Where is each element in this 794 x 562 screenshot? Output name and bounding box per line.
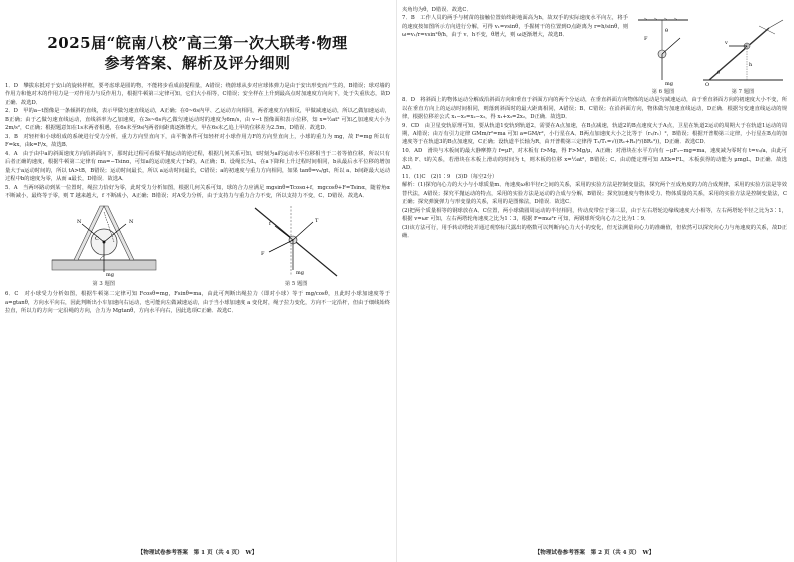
figure-6-caption: 第 6 题图 bbox=[651, 89, 675, 96]
svg-text:h: h bbox=[749, 62, 753, 69]
svg-text:mg: mg bbox=[105, 272, 114, 279]
page-footer-2: 【物理试卷参考答案 第 2 页（共 4 页） W】 bbox=[534, 550, 655, 556]
answer-5: 5．A 当两环路动到某一位置时，绳拉力恰好为零，此时受力分析如图，根据几何关系可知，球的合力应满足 mgsinθ=Tcosα+f，mgcosθ+F=Tsinα，随着角α不断减小，最终等于零，则 T 越来越大，f 不断减小，A正确；B错误；对A受力分析，由于支持力与重力合力不变，所以支持力不变，C、D错误．故选A． bbox=[5, 184, 390, 200]
page-subtitle: 参考答案、解析及评分细则 bbox=[104, 54, 291, 72]
figure-7 bbox=[699, 16, 787, 96]
svg-text:θ: θ bbox=[665, 28, 669, 35]
answer-1: 1．D 攀拔东抵对于安山的旋转样框，要考虑球是圆的物，不能将步看成前提程量，A错误；绕蔚球从步对应球体弹力是由于安出形变而产生的，B错误；球对墙的作用力和他对木的作用力是一对作用力与反作用力，根据牛顿第三定律可知，它们大小相等，C错误；安全样在上升到最高点时加速度方向向下，处于失重状态，故D正确．故选D． bbox=[5, 83, 390, 106]
answer-6: 6．C 对小球受力分析如图，根据牛顿第二定律可知 Fcosθ=mg，Fsinθ=ma，由此可判断出绳拉力（即对小球）等于 mg/cosθ，且此时小球加速度等于 a=gtanθ，方向水平向右，因此判断出小车加速向右运动，也可能向左做减速运动，由于当小球加速度 a 变化时，绳子拉力变化，方向不一定沿杆，但由于细线始终拉直，所以力的方向一定沿绳的方向，合力为 Mgtanθ，方向水平向右，因此选项C正确．故选C． bbox=[5, 291, 390, 315]
figure-row-3-5 bbox=[5, 202, 390, 288]
figure-3 bbox=[44, 202, 164, 288]
figure-row-6-7 bbox=[632, 16, 787, 96]
page-divider bbox=[396, 0, 397, 562]
figure-6 bbox=[632, 16, 694, 96]
figure-6-diagram bbox=[632, 16, 694, 88]
svg-text:mg: mg bbox=[665, 81, 673, 88]
answer-page-1 bbox=[5, 6, 390, 556]
svg-text:O: O bbox=[705, 82, 710, 89]
svg-text:N: N bbox=[128, 219, 134, 226]
svg-text:F: F bbox=[644, 36, 648, 43]
svg-text:f: f bbox=[269, 221, 272, 228]
figure-7-diagram bbox=[699, 16, 787, 88]
svg-text:mg: mg bbox=[296, 270, 305, 277]
answer-8: 8．D 将斜面上的物体运动分解成沿斜面方向和垂直于斜面方向的两个分运动，在垂直斜面方向物体的运动是匀减速运动，由于垂直斜面方向的初速度大小不变，所以在垂直方向上的运动时间相同，则落到斜面时的最大距离相同，A错误；B、C错误；在沿斜面方向，物体做匀加速直线运动，D正确．根据匀变速直线运动的规律，根据位移差公式 x₁−x₂=x₂−x₃，得 x₁+x₃=2x₂，D正确．故选D． bbox=[402, 97, 787, 121]
svg-text:θ: θ bbox=[717, 70, 721, 77]
figure-5-diagram bbox=[241, 202, 351, 280]
svg-text:T: T bbox=[315, 218, 319, 225]
figure-3-diagram bbox=[44, 202, 164, 280]
answer-9: 9．CD 由卫星变轨原理可知，要从轨道1变轨到轨道2，需要在A点加速，在B点减速，轨道2的B点速度大于A点，卫星在轨道2运动的周期大于在轨道1运动的周期，A错误；由万有引力定律 GMm/r²=ma 可知 a=GM/r²，小行星在A、B两点加速度大小之比等于（r₂/r₁）²，B错误；根据开普勒第三定律，小行星在B点的加速度等于在轨道3的B点加速度，C正确；设轨道半长轴为R，由开普勒第三定律得 T₂/T₁=√((R₁+R₂)³/(8R₁³))，D正确．故选CD． bbox=[402, 122, 787, 146]
page-footer-1: 【物理试卷参考答案 第 1 页（共 4 页） W】 bbox=[137, 550, 258, 556]
figure-7-caption: 第 7 题图 bbox=[731, 89, 755, 96]
answer-11-analysis-1: 解析：(1)探究向心力的大小与小球质量m、角速度ω和半径r之间的关系，采用的实验方法是控制变量法，探究两个互成角度的力的合成规律，采用的实验方法是等效替代法，A错误；探究平抛运动的特点，采用的实验方法是运动的合成与分解，B错误；探究加速度与物体受力、物体质量的关系，采用的实验方法是控制变量法，C正确；探究弹簧弹力与形变量的关系，采用的是图像法，D错误．故选C． bbox=[402, 182, 787, 206]
answer-page-2 bbox=[402, 6, 787, 556]
answer-11-analysis-2: (2)把两个质量相等的钢球放在A、C位置，两小球做圆周运动的半径相同，传动皮带位于第三层，由于左右塔轮边缘线速度大小相等，左右两塔轮半径之比为3∶1，根据 v=ωr 可知，左右两塔轮角速度之比为1∶3，根据 F=mω²r 可知，两钢球所受向心力之比为1∶9． bbox=[402, 207, 787, 223]
svg-text:F: F bbox=[261, 251, 265, 258]
answer-10: 10．AD 滑块与木板间的最大静摩擦力 f=μF，对木板有 f>Mg，得 F>Mg/μ，A正确；对滑块在水平方向有 −μF₁−mg=ma，速度减为零时有 t=v₀/a，由此可求出 F、t的关系，若滑块在木板上滑动的时间为 t，则木板的位移 x=½at²，B错误；C、由动能定理可知 ΔEk=FL，木板获得的动能为 μmgL，D正确．故选AD． bbox=[402, 148, 787, 171]
figure-5-caption: 第 5 题图 bbox=[284, 281, 308, 288]
answer-11-analysis-3: (3)该方法可行，用手转动塔轮并通过观察标尺露出的格数可以判断向心力大小的变化，但无法测量向心力的准确值，但依然可以探究向心力与角速度的关系，故D正确． bbox=[402, 224, 787, 240]
figure-3-caption: 第 3 题图 bbox=[92, 281, 116, 288]
answer-7: 7．B 工作人员的两手与树苗的接触位置始终距地面高为h，故双手的实际速度水平向左，将手的速度按如图所示方向进行分解，可得 v₁=vsinθ，手握树干的位置到O点距离为 r=h/sinθ，则 ω=v₁/r=vsin²θ/h，由于 v、h不变，θ增大，则 ω逐渐增大，故选B． bbox=[402, 15, 628, 39]
svg-text:C: C bbox=[94, 236, 99, 243]
svg-text:v: v bbox=[725, 40, 728, 47]
svg-text:N: N bbox=[76, 219, 82, 226]
answer-4: 4．A 由于由中a的斜面速度方向沿斜面向下，那时此过程可看做平抛运动的逆过程，根据几何关系可知，t时刻为a的运动水平位移相当于二者等值位移，所以只有后者正确的速度，根据牛顿第二定律有 ma=−Tsinα，可知a的运动速度大于b的，A正确；B、设绳长为L，在a下降和上升过程时间相同，b从最后水平位移的增加量大于a运动时间的，所以 tA>tB，B错误；运动时间最长，所以 a运动时间最长，C错误；a的初速度与重力方向相同，如果 tanθ=v₀/gt，所以 a、b间距最大运动过程中b的速度为零，从而 a最长，D错误．故选A． bbox=[5, 150, 390, 182]
answer-2: 2．D 甲的a−t图像是一条倾斜的直线，表示甲做匀速直线运动，A正确；在0~6s内甲、乙运动方向相同，两者速度方向相反，甲做减速运动，所以乙做加速运动，B正确；由于乙做匀速直线运动，直线斜率为乙加速度，在3s~6s内乙做匀速运动时的速度为6m/s，由 v−t 图像面积表示位移，知 x=½at² 可知乙加速度大小为 2m/s²，C正确；根据题意知在1s末两者相遇，在6s末至9s内两者间距离逐渐增大，甲在6s末乙追上甲的位移差为2.5m，D错误．故选D． bbox=[5, 108, 390, 132]
answer-3: 3．B 对轻杆和小球组成的系统进行受力分析，重力方向竖直向下，由平衡条件可知轻杆对小球作用力F的方向竖直向上，小球的重力为 mg，故 F=mg 所以有 F=kx，由k=F/x，故选B． bbox=[5, 133, 390, 149]
answer-11: 11．(1)C (2)1∶9 (3)D（每空2分） bbox=[402, 173, 498, 180]
answer-6-continued: 夹角均为θ，D错误．故选C． bbox=[402, 7, 472, 13]
figure-5 bbox=[241, 202, 351, 288]
page-title: 2025届“皖南八校”高三第一次大联考·物理 bbox=[47, 34, 348, 52]
